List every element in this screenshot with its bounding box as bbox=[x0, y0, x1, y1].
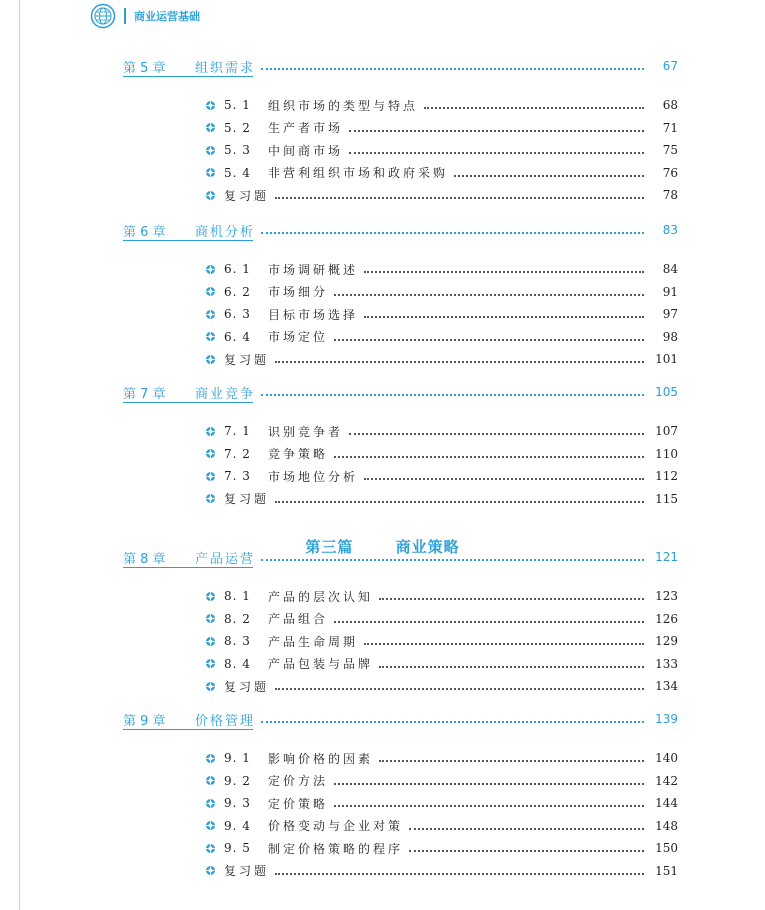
chapter-number: 第 6 章 bbox=[123, 224, 166, 240]
section-bullet-icon bbox=[205, 286, 216, 297]
dot-leader bbox=[454, 175, 644, 177]
part-number: 第三篇 bbox=[305, 538, 354, 556]
section-row[interactable] bbox=[123, 282, 678, 302]
chapter-page: 105 bbox=[655, 385, 678, 399]
dot-leader bbox=[275, 361, 644, 363]
section-page: 98 bbox=[662, 329, 678, 344]
section-number: 5. 3 bbox=[224, 143, 251, 157]
section-title: 复习题 bbox=[224, 864, 270, 878]
section-page: 123 bbox=[655, 589, 678, 603]
dot-leader bbox=[275, 688, 644, 690]
section-row[interactable] bbox=[123, 676, 678, 696]
dot-leader bbox=[424, 107, 644, 109]
section-bullet-icon bbox=[205, 190, 216, 201]
section-row[interactable] bbox=[123, 444, 678, 464]
book-title: 商业运营基础 bbox=[134, 10, 200, 23]
dot-leader bbox=[334, 294, 644, 296]
section-number: 6. 1 bbox=[224, 262, 251, 276]
section-page: 140 bbox=[655, 751, 678, 765]
dot-leader bbox=[275, 501, 644, 503]
section-title: 复习题 bbox=[224, 188, 270, 203]
section-title: 生产者市场 bbox=[268, 121, 344, 135]
section-page: 97 bbox=[662, 307, 678, 321]
section-page: 134 bbox=[655, 679, 678, 693]
dot-leader bbox=[349, 130, 644, 132]
section-page: 110 bbox=[655, 446, 678, 461]
section-page: 115 bbox=[655, 491, 678, 506]
chapter-title: 价格管理 bbox=[195, 713, 256, 729]
chapter-underline bbox=[123, 240, 253, 241]
section-page: 151 bbox=[655, 863, 678, 878]
section-page: 71 bbox=[662, 120, 678, 135]
section-bullet-icon bbox=[205, 753, 216, 764]
section-number: 7. 3 bbox=[224, 469, 251, 483]
section-title: 制定价格策略的程序 bbox=[268, 841, 404, 856]
section-row[interactable] bbox=[123, 489, 678, 509]
section-page: 133 bbox=[655, 656, 678, 671]
section-number: 7. 2 bbox=[224, 446, 251, 461]
chapter-page: 121 bbox=[655, 550, 678, 564]
dot-leader bbox=[379, 598, 644, 600]
section-title: 竞争策略 bbox=[268, 447, 329, 461]
chapter-underline bbox=[123, 402, 253, 403]
section-row[interactable] bbox=[123, 748, 678, 768]
section-page: 126 bbox=[655, 611, 678, 626]
chapter-number: 第 5 章 bbox=[123, 60, 166, 76]
section-title: 非营利组织市场和政府采购 bbox=[268, 166, 449, 180]
section-number: 9. 5 bbox=[224, 841, 251, 855]
section-number: 8. 4 bbox=[224, 656, 251, 671]
chapter-row[interactable] bbox=[123, 219, 678, 241]
chapter-title: 组织需求 bbox=[195, 60, 256, 76]
section-bullet-icon bbox=[205, 331, 216, 342]
section-title: 定价策略 bbox=[268, 796, 329, 811]
section-row[interactable] bbox=[123, 771, 678, 791]
chapter-title: 商业竞争 bbox=[195, 386, 256, 402]
section-number: 7. 1 bbox=[224, 424, 251, 438]
chapter-row[interactable] bbox=[123, 55, 678, 77]
section-row[interactable] bbox=[123, 327, 678, 347]
section-row[interactable] bbox=[123, 118, 678, 138]
dot-leader bbox=[261, 232, 644, 234]
section-title: 复习题 bbox=[224, 352, 270, 367]
section-title: 影响价格的因素 bbox=[268, 751, 374, 766]
section-row[interactable] bbox=[123, 349, 678, 369]
chapter-row[interactable] bbox=[123, 546, 678, 568]
section-bullet-icon bbox=[205, 843, 216, 854]
section-page: 142 bbox=[655, 773, 678, 788]
dot-leader bbox=[261, 394, 644, 396]
section-page: 101 bbox=[655, 352, 678, 366]
section-title: 价格变动与企业对策 bbox=[268, 819, 404, 833]
section-page: 78 bbox=[662, 188, 678, 202]
chapter-page: 83 bbox=[662, 223, 678, 237]
section-page: 150 bbox=[655, 841, 678, 855]
section-number: 5. 1 bbox=[224, 98, 251, 112]
page-header bbox=[90, 3, 200, 29]
chapter-underline bbox=[123, 76, 253, 77]
dot-leader bbox=[349, 433, 644, 435]
section-title: 产品的层次认知 bbox=[268, 589, 374, 604]
section-row[interactable] bbox=[123, 631, 678, 651]
section-title: 产品组合 bbox=[268, 612, 329, 626]
section-bullet-icon bbox=[205, 471, 216, 482]
section-row[interactable] bbox=[123, 421, 678, 441]
section-bullet-icon bbox=[205, 798, 216, 809]
dot-leader bbox=[275, 197, 644, 199]
section-number: 8. 3 bbox=[224, 634, 251, 648]
section-number: 9. 1 bbox=[224, 751, 251, 765]
section-row[interactable] bbox=[123, 304, 678, 324]
section-bullet-icon bbox=[205, 309, 216, 320]
dot-leader bbox=[364, 478, 644, 480]
dot-leader bbox=[334, 456, 644, 458]
chapter-underline bbox=[123, 729, 253, 730]
part-name: 商业策略 bbox=[395, 538, 460, 556]
section-bullet-icon bbox=[205, 865, 216, 876]
dot-leader bbox=[334, 339, 644, 341]
section-row[interactable] bbox=[123, 861, 678, 881]
chapter-number: 第 7 章 bbox=[123, 386, 166, 402]
section-row[interactable] bbox=[123, 163, 678, 183]
section-title: 市场定位 bbox=[268, 330, 329, 344]
section-title: 市场地位分析 bbox=[268, 469, 359, 484]
dot-leader bbox=[379, 666, 644, 668]
section-bullet-icon bbox=[205, 636, 216, 647]
section-number: 6. 3 bbox=[224, 307, 251, 321]
section-row[interactable] bbox=[123, 654, 678, 674]
section-page: 148 bbox=[655, 818, 678, 833]
section-page: 91 bbox=[662, 284, 678, 299]
section-bullet-icon bbox=[205, 167, 216, 178]
section-bullet-icon bbox=[205, 775, 216, 786]
dot-leader bbox=[334, 621, 644, 623]
section-bullet-icon bbox=[205, 354, 216, 365]
section-row[interactable] bbox=[123, 609, 678, 629]
chapter-number: 第 8 章 bbox=[123, 551, 166, 567]
section-page: 76 bbox=[662, 165, 678, 180]
section-page: 68 bbox=[662, 98, 678, 112]
dot-leader bbox=[364, 643, 644, 645]
chapter-row[interactable] bbox=[123, 708, 678, 730]
section-row[interactable] bbox=[123, 838, 678, 858]
section-title: 市场细分 bbox=[268, 285, 329, 299]
dot-leader bbox=[334, 805, 644, 807]
section-number: 6. 4 bbox=[224, 329, 251, 344]
dot-leader bbox=[334, 783, 644, 785]
section-title: 产品生命周期 bbox=[268, 634, 359, 649]
dot-leader bbox=[261, 559, 644, 561]
section-page: 107 bbox=[655, 424, 678, 438]
section-number: 8. 2 bbox=[224, 611, 251, 626]
dot-leader bbox=[275, 873, 644, 875]
section-bullet-icon bbox=[205, 145, 216, 156]
section-bullet-icon bbox=[205, 591, 216, 602]
section-bullet-icon bbox=[205, 426, 216, 437]
section-page: 75 bbox=[662, 143, 678, 157]
section-number: 5. 4 bbox=[224, 165, 251, 180]
section-row[interactable] bbox=[123, 586, 678, 606]
section-number: 9. 3 bbox=[224, 796, 251, 810]
section-bullet-icon bbox=[205, 100, 216, 111]
section-bullet-icon bbox=[205, 820, 216, 831]
chapter-row[interactable] bbox=[123, 381, 678, 403]
section-row[interactable] bbox=[123, 259, 678, 279]
section-title: 组织市场的类型与特点 bbox=[268, 98, 419, 113]
section-title: 复习题 bbox=[224, 492, 270, 506]
section-row[interactable] bbox=[123, 140, 678, 160]
section-row[interactable] bbox=[123, 185, 678, 205]
section-bullet-icon bbox=[205, 613, 216, 624]
section-bullet-icon bbox=[205, 122, 216, 133]
section-bullet-icon bbox=[205, 658, 216, 669]
section-title: 定价方法 bbox=[268, 774, 329, 788]
section-title: 产品包装与品牌 bbox=[268, 657, 374, 671]
section-bullet-icon bbox=[205, 493, 216, 504]
dot-leader bbox=[364, 271, 644, 273]
section-title: 目标市场选择 bbox=[268, 307, 359, 322]
section-number: 8. 1 bbox=[224, 589, 251, 603]
section-row[interactable] bbox=[123, 95, 678, 115]
section-title: 市场调研概述 bbox=[268, 262, 359, 277]
header-divider bbox=[124, 8, 126, 24]
section-number: 5. 2 bbox=[224, 120, 251, 135]
chapter-underline bbox=[123, 567, 253, 568]
chapter-title: 产品运营 bbox=[195, 551, 256, 567]
section-page: 129 bbox=[655, 634, 678, 648]
globe-logo-icon bbox=[90, 3, 116, 29]
dot-leader bbox=[261, 68, 644, 70]
section-row[interactable] bbox=[123, 816, 678, 836]
section-title: 复习题 bbox=[224, 679, 270, 694]
section-number: 9. 2 bbox=[224, 773, 251, 788]
section-bullet-icon bbox=[205, 448, 216, 459]
dot-leader bbox=[349, 152, 644, 154]
dot-leader bbox=[261, 721, 644, 723]
section-page: 112 bbox=[655, 469, 678, 483]
dot-leader bbox=[364, 316, 644, 318]
chapter-page: 67 bbox=[662, 59, 678, 73]
dot-leader bbox=[409, 828, 644, 830]
dot-leader bbox=[379, 760, 644, 762]
chapter-title: 商机分析 bbox=[195, 224, 256, 240]
section-title: 中间商市场 bbox=[268, 143, 344, 158]
section-title: 识别竞争者 bbox=[268, 424, 344, 439]
section-bullet-icon bbox=[205, 264, 216, 275]
dot-leader bbox=[409, 850, 644, 852]
section-row[interactable] bbox=[123, 466, 678, 486]
page-edge-line bbox=[19, 0, 20, 910]
section-number: 6. 2 bbox=[224, 284, 251, 299]
section-number: 9. 4 bbox=[224, 818, 251, 833]
section-row[interactable] bbox=[123, 793, 678, 813]
section-page: 144 bbox=[655, 796, 678, 810]
section-page: 84 bbox=[662, 262, 678, 276]
chapter-page: 139 bbox=[655, 712, 678, 726]
section-bullet-icon bbox=[205, 681, 216, 692]
chapter-number: 第 9 章 bbox=[123, 713, 166, 729]
